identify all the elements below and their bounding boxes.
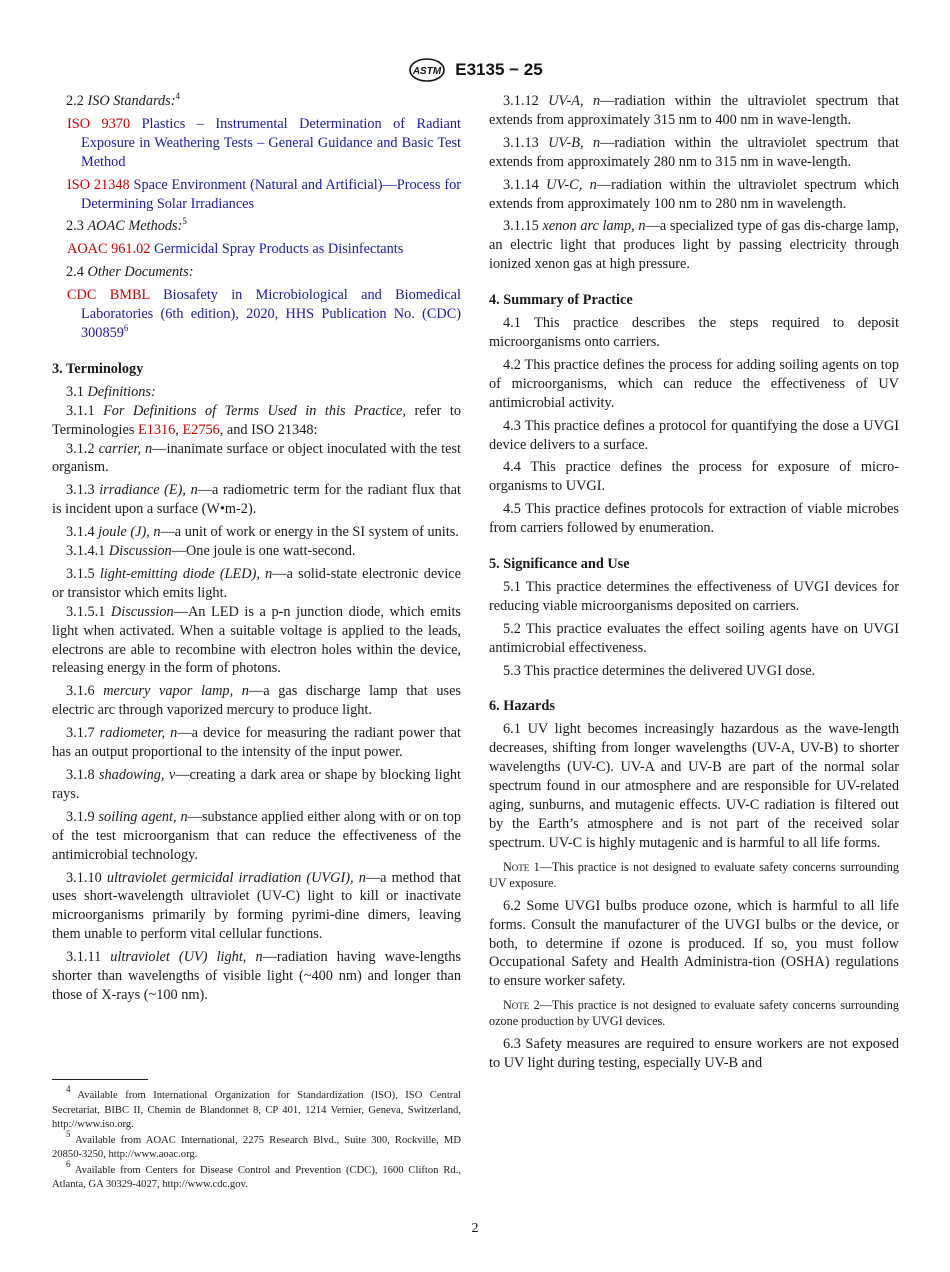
- para-4-5: 4.5 This practice defines protocols for extraction of viable microbes from carriers followed by enumeration.: [489, 501, 899, 537]
- footnote-6: $^6$ Available from Centers for Disease Control and Prevention (CDC), 1600 Clifton Rd., Atlanta, GA 30329-4027, http://www.cdc.gov.: [52, 1158, 461, 1190]
- link-e1316[interactable]: E1316: [137, 421, 176, 438]
- def-3-1-5: 3.1.5 light-emitting diode (LED), n—a solid-state electronic device or transistor which emits light.: [52, 565, 461, 601]
- para-4-2: 4.2 This practice defines the process for adding soiling agents on top of microorganisms, which can reduce the effectiveness of UV antimicrobial activity.: [489, 356, 899, 411]
- ref-iso-21348[interactable]: ISO 21348 Space Environment (Natural and Artificial)—Process for Determining Solar Irradiances: [67, 176, 461, 212]
- section-6-heading: 6. Hazards: [489, 698, 555, 715]
- para-6-1: 6.1 UV light becomes increasingly hazardous as the wave-length decreases, shifting from longer wavelengths (UV-A, UV-B) to shorter wavelengths (UV-C). UV-A and UV-B are part of the normal solar spectrum found in our atmosphere and are responsible for UV-related aging, sunburns, and mutagenic effects. UV-C radiation is filtered out by the Earth’s atmosphere and is not part of the received solar spectrum. UV-C is highly mutagenic and is harmful to all life forms.: [489, 721, 899, 851]
- footnote-4: $^4$ Available from International Organization for Standardization (ISO), ISO Central Secretariat, BIBC II, Chemin de Blandonnet 8, CP 401, 1214 Vernier, Geneva, Switzerland, http://www.iso.org.: [52, 1084, 461, 1130]
- section-2-3-heading: 2.3 AOAC Methods:$^5$: [66, 216, 187, 235]
- section-4-heading: 4. Summary of Practice: [489, 292, 633, 309]
- ref-title: Plastics – Instrumental Determination of Radiant Exposure in Weathering Tests – General Guidance and Basic Test Method: [81, 115, 462, 170]
- def-3-1-9: 3.1.9 soiling agent, n—substance applied either along with or on top of the test microorganism that can reduce the effectiveness of the antimicrobial technology.: [52, 808, 462, 863]
- link-e2756[interactable]: E2756: [182, 421, 220, 438]
- footnote-5: $^5$ Available from AOAC International, 2275 Research Blvd., Suite 300, Rockville, MD 20850-3250, http://www.aoac.org.: [52, 1128, 461, 1160]
- def-3-1-14: 3.1.14 UV-C, n—radiation within the ultraviolet spectrum which extends from approximately 100 nm to 280 nm in wavelength.: [489, 176, 899, 212]
- note-2: Note 2—This practice is not designed to evaluate safety concerns surrounding ozone production by UVGI devices.: [489, 998, 899, 1029]
- astm-logo-icon: [407, 58, 447, 82]
- def-3-1-13: 3.1.13 UV-B, n—radiation within the ultraviolet spectrum that extends from approximately 280 nm to 315 nm in wave-length.: [489, 134, 899, 170]
- note-1: Note 1—This practice is not designed to evaluate safety concerns surrounding UV exposure.: [489, 859, 899, 890]
- def-3-1-15: 3.1.15 xenon arc lamp, n—a specialized type of gas dis-charge lamp, an electric light that produces light by passing electricity through ionized xenon gas at high pressure.: [489, 218, 900, 273]
- def-3-1: 3.1 Definitions:: [66, 383, 156, 400]
- ref-iso-9370[interactable]: [52, 115, 461, 172]
- para-4-1: 4.1 This practice describes the steps required to deposit microorganisms onto carriers.: [489, 315, 899, 350]
- para-4-4: 4.4 This practice defines the process for exposure of micro-organisms to UVGI.: [489, 459, 899, 495]
- def-3-1-8: 3.1.8 shadowing, v—creating a dark area or shape by blocking light rays.: [52, 767, 461, 802]
- page-header: [0, 58, 950, 82]
- def-3-1-1: 3.1.1 For Definitions of Terms Used in this Practice, refer to Terminologies E1316, E2756, and ISO 21348:: [52, 402, 462, 438]
- section-5-heading: 5. Significance and Use: [489, 556, 630, 573]
- section-2-2-heading: 2.2 ISO Standards:$^4$: [66, 91, 180, 109]
- para-6-3: 6.3 Safety measures are required to ensure workers are not exposed to UV light during testing, especially UV-B and: [489, 1036, 899, 1072]
- ref-cdc-bmbl[interactable]: CDC BMBL Biosafety in Microbiological and Biomedical Laboratories (6th edition), 2020, HHS Publication No. (CDC) 300859$^6$: [67, 287, 462, 341]
- standard-number: E3135 − 25: [455, 60, 543, 79]
- para-5-2: 5.2 This practice evaluates the effect soiling agents have on UVGI antimicrobial effectiveness.: [489, 620, 899, 656]
- def-3-1-2: 3.1.2 carrier, n—inanimate surface or object inoculated with the test organism.: [52, 440, 461, 476]
- section-3-heading: 3. Terminology: [52, 360, 144, 377]
- para-5-3: 5.3 This practice determines the delivered UVGI dose.: [503, 662, 816, 679]
- def-3-1-7: 3.1.7 radiometer, n—a device for measuring the radiant power that has an output proportional to the intensity of the input power.: [52, 725, 461, 761]
- para-6-2: 6.2 Some UVGI bulbs produce ozone, which is harmful to all life forms. Consult the manufacturer of the UVGI bulbs or the device, or both, to determine if ozone is produced. If so, you must follow Occupational Safety and Health Administra-tion (OSHA) regulations to ensure worker safety.: [489, 897, 899, 990]
- left-column: [52, 92, 461, 1009]
- def-3-1-5-1: 3.1.5.1 Discussion—An LED is a p-n junction diode, which emits light when activated. When a suitable voltage is applied to the leads, electrons are able to recombine with electron holes within the device, releasing energy in the form of photons.: [52, 603, 461, 677]
- svg-text:ASTM: ASTM: [413, 66, 442, 77]
- def-3-1-10: 3.1.10 ultraviolet germicidal irradiation (UVGI), n—a method that uses short-wavelength ultraviolet (UV-C) light to kill or inactivate microorganisms primarily by forming pyrimi-dine dimers, leaving them unable to perform vital cellular functions.: [52, 869, 461, 943]
- ref-code: ISO 9370: [67, 115, 131, 132]
- def-3-1-11: 3.1.11 ultraviolet (UV) light, n—radiation having wave-lengths shorter than wavelengths of visible light (~400 nm) and longer than those of X-rays (~100 nm).: [52, 949, 461, 1003]
- def-3-1-6: 3.1.6 mercury vapor lamp, n—a gas discharge lamp that uses electric arc through vaporized mercury to produce light.: [52, 683, 461, 719]
- footnotes: [52, 1084, 461, 1194]
- right-column: [489, 92, 899, 1077]
- section-2-4-heading: 2.4 Other Documents:: [66, 264, 194, 281]
- ref-aoac-961-02[interactable]: AOAC 961.02 Germicidal Spray Products as Disinfectants: [67, 241, 404, 258]
- def-3-1-4-1: 3.1.4.1 Discussion—One joule is one watt-second.: [66, 543, 356, 560]
- footnote-divider: [52, 1079, 148, 1080]
- para-4-3: 4.3 This practice defines a protocol for quantifying the dose a UVGI device delivers to a surface.: [489, 417, 899, 453]
- def-3-1-12: 3.1.12 UV-A, n—radiation within the ultraviolet spectrum that extends from approximately 315 nm to 400 nm in wave-length.: [489, 93, 899, 128]
- def-3-1-3: 3.1.3 irradiance (E), n—a radiometric term for the radiant flux that is incident upon a surface (W•m-2).: [52, 482, 461, 518]
- page-number: 2: [471, 1221, 479, 1236]
- para-5-1: 5.1 This practice determines the effectiveness of UVGI devices for reducing viable microorganisms deposited on carriers.: [489, 578, 899, 614]
- def-3-1-4: 3.1.4 joule (J), n—a unit of work or energy in the SI system of units.: [66, 524, 459, 541]
